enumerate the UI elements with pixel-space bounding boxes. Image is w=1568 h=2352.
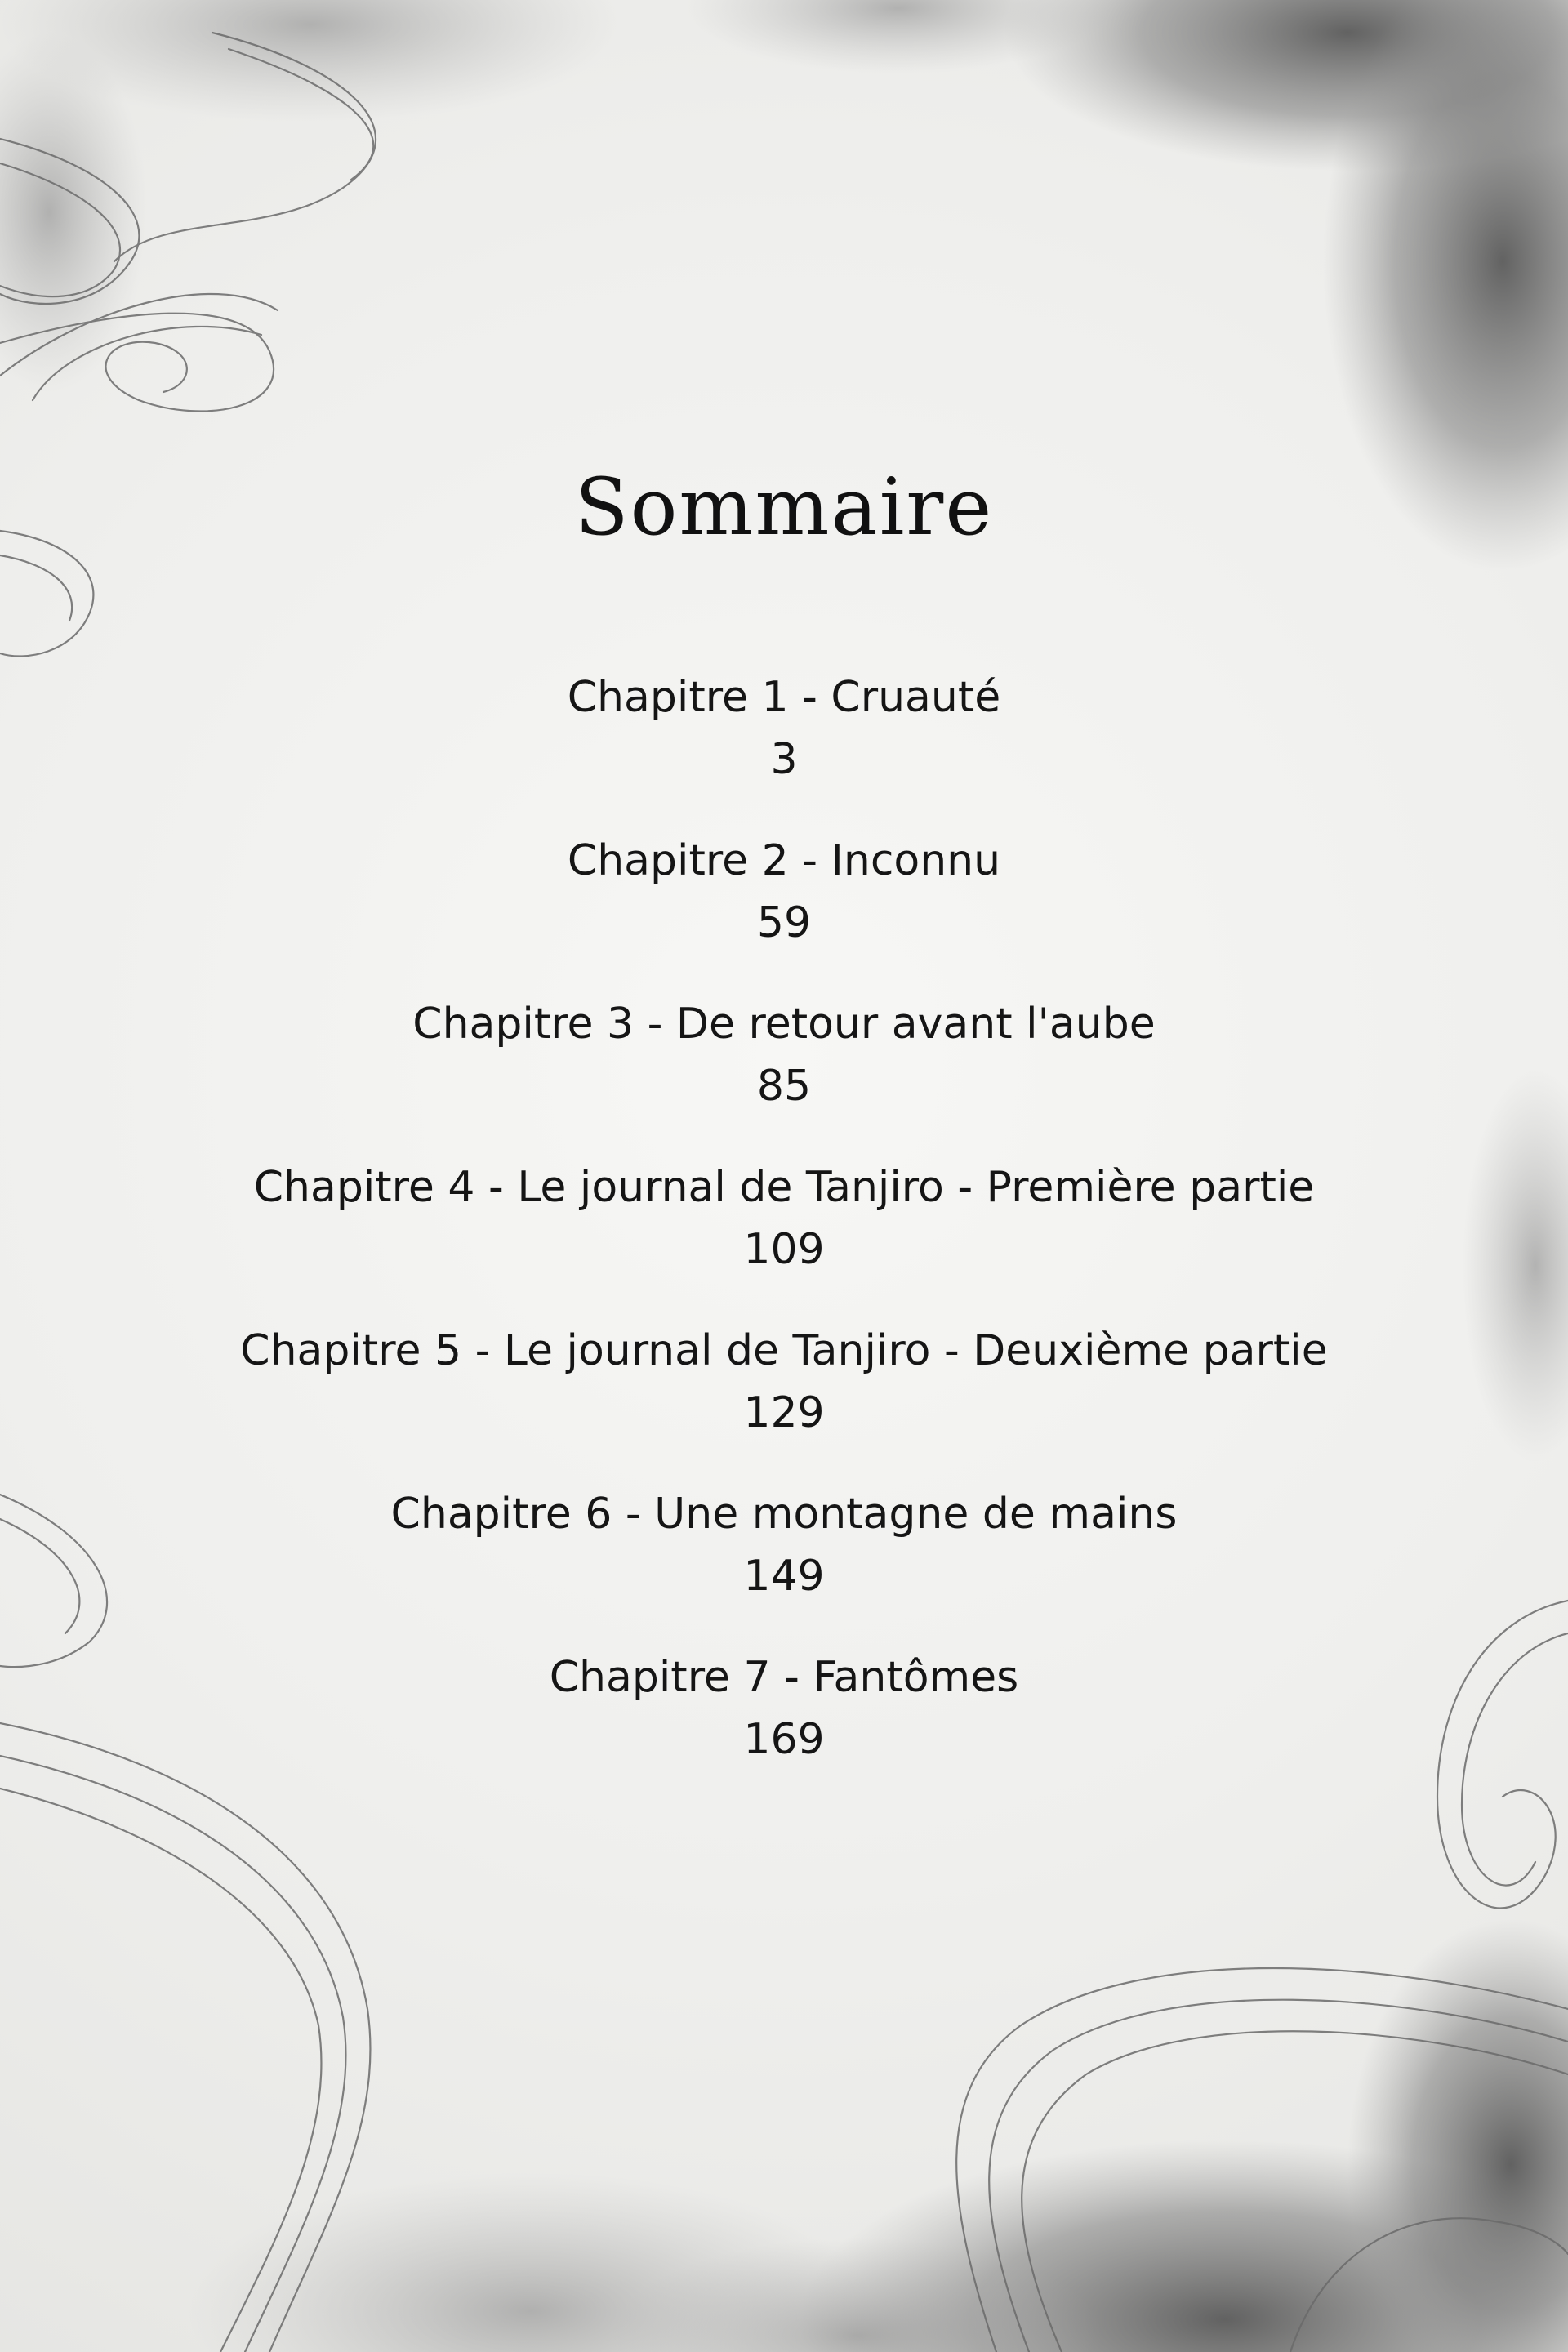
chapter-title: Chapitre 4 - Le journal de Tanjiro - Première partie: [253, 1163, 1315, 1212]
toc-entry: [0, 666, 1568, 829]
chapter-page-number: 169: [743, 1715, 825, 1764]
chapter-title: Chapitre 1 - Cruauté: [567, 673, 1001, 722]
chapter-title: Chapitre 5 - Le journal de Tanjiro - Deuxième partie: [240, 1326, 1328, 1375]
chapter-page-number: 85: [756, 1062, 812, 1111]
bottom-ink-wash: [188, 1919, 1568, 2352]
toc-entry: [0, 1156, 1568, 1319]
toc-entry: [0, 1646, 1568, 1809]
chapter-title: Chapitre 6 - Une montagne de mains: [390, 1490, 1178, 1539]
chapter-page-number: 3: [770, 735, 798, 784]
chapter-title: Chapitre 3 - De retour avant l'aube: [412, 1000, 1156, 1049]
chapter-page-number: 149: [743, 1552, 825, 1601]
toc-entry: [0, 829, 1568, 992]
chapter-page-number: 129: [743, 1388, 825, 1437]
chapter-page-number: 109: [743, 1225, 825, 1274]
table-of-contents: [0, 666, 1568, 1809]
chapter-title: Chapitre 2 - Inconnu: [567, 836, 1001, 885]
chapter-title: Chapitre 7 - Fantômes: [549, 1653, 1019, 1702]
toc-entry: [0, 1482, 1568, 1646]
page-title: Sommaire: [574, 461, 994, 553]
chapter-page-number: 59: [756, 898, 812, 947]
toc-entry: [0, 992, 1568, 1156]
toc-entry: [0, 1319, 1568, 1482]
